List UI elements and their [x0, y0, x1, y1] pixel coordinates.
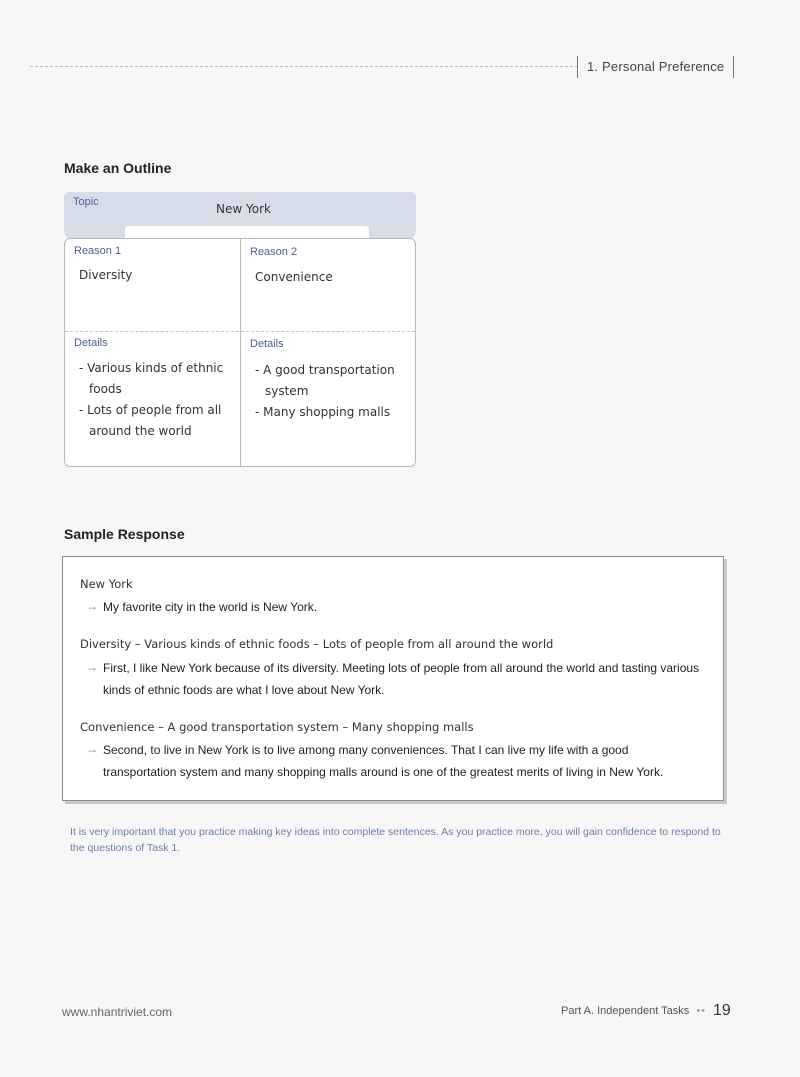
response-heading: Diversity – Various kinds of ethnic foods – Lots of people from all around the world — [80, 637, 554, 651]
reason1-details-label: Details — [74, 337, 108, 349]
topic-value: New York — [216, 202, 271, 216]
reason1-details-list — [79, 358, 239, 442]
arrow-icon: → — [86, 660, 98, 674]
reason1-value: Diversity — [79, 268, 133, 282]
arrow-icon: → — [86, 599, 98, 613]
response-heading: Convenience – A good transportation system – Many shopping malls — [80, 720, 474, 734]
reason1-label: Reason 1 — [74, 245, 122, 257]
response-sentence: Second, to live in New York is to live among many conveniences. That I can live my life with a good transportation system and many shopping malls around is one of the greatest merits of living in New York. — [103, 743, 664, 779]
section-title-header: 1. Personal Preference — [577, 56, 734, 78]
detail-item: - Various kinds of ethnic foods — [79, 361, 224, 396]
outline-title: Make an Outline — [64, 160, 172, 176]
detail-item: - Lots of people from all around the world — [79, 403, 222, 438]
sample-response-title: Sample Response — [64, 526, 185, 542]
detail-item: - A good transportation system — [255, 363, 395, 398]
footer-dots: •• — [696, 1005, 707, 1017]
detail-item: - Many shopping malls — [255, 405, 391, 419]
footer-part — [561, 1005, 710, 1017]
topic-tab — [125, 226, 369, 238]
topic-box — [64, 192, 416, 238]
footer-part-label: Part A. — [561, 1005, 595, 1017]
header-rule — [30, 66, 578, 67]
topic-label: Topic — [73, 196, 99, 208]
response-sentence: First, I like New York because of its diversity. Meeting lots of people from all around the world and tasting various kinds of ethnic foods are what I love about New York. — [103, 661, 700, 697]
page-number: 19 — [713, 1002, 731, 1019]
reason2-details-list — [255, 360, 415, 423]
response-sentence: My favorite city in the world is New York. — [103, 600, 318, 614]
outline-grid — [64, 238, 416, 467]
footer-url: www.nhantriviet.com — [62, 1005, 173, 1019]
arrow-icon: → — [86, 742, 98, 756]
reason2-label: Reason 2 — [250, 246, 298, 258]
response-heading: New York — [80, 577, 133, 591]
reason2-details-label: Details — [250, 338, 284, 350]
footer-part-name: Independent Tasks — [597, 1005, 690, 1017]
grid-horizontal-divider — [65, 331, 415, 332]
sample-response-box — [62, 556, 724, 801]
reason2-value: Convenience — [255, 270, 333, 284]
grid-vertical-divider — [240, 239, 241, 466]
instruction-note: It is very important that you practice making key ideas into complete sentences. As you practice more, you will gain confidence to respond to the questions of Task 1. — [70, 826, 721, 854]
